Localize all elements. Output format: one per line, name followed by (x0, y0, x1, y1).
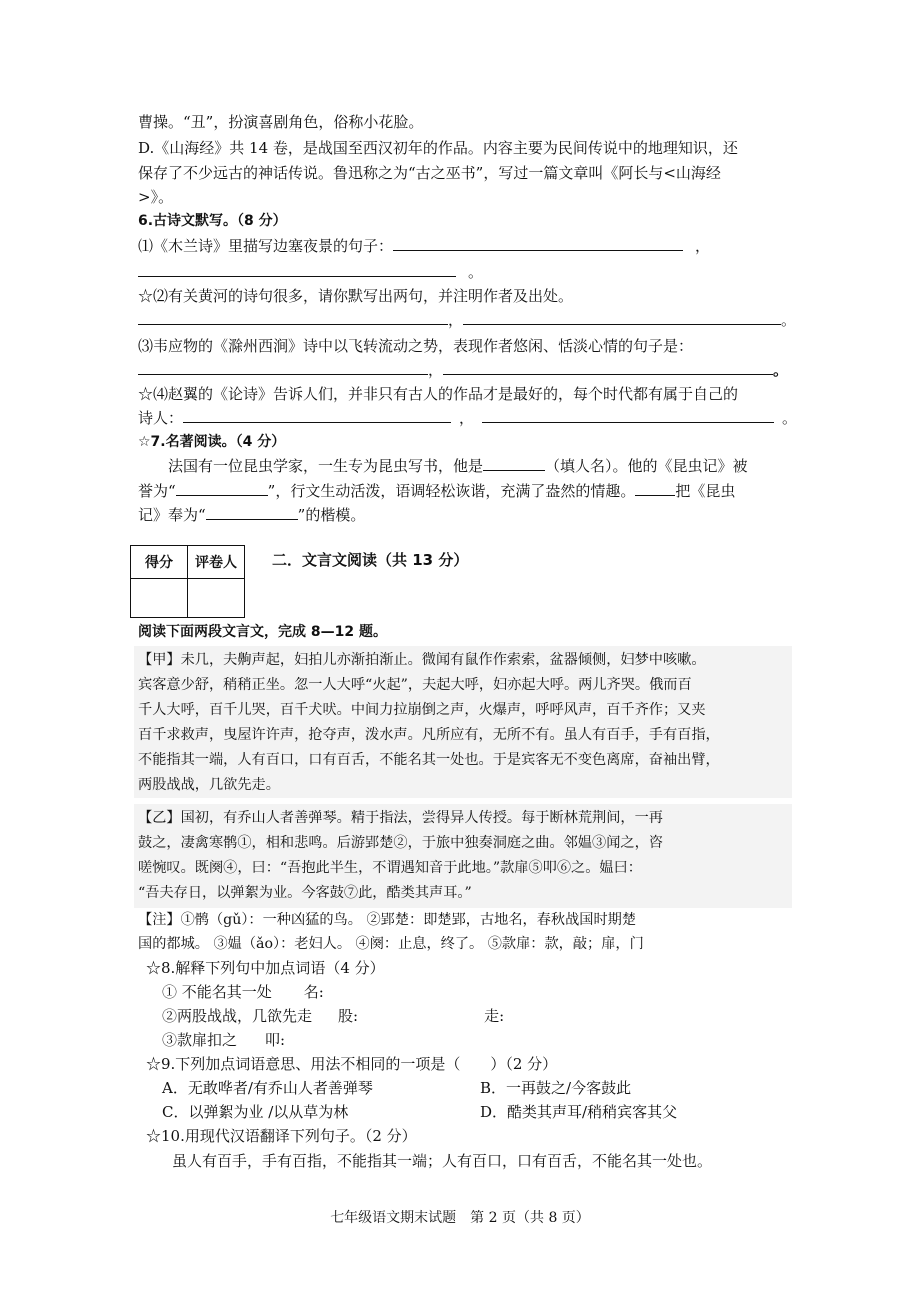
section2-title: 二．文言文阅读（共 13 分） (272, 551, 469, 569)
q6-2-blank-1[interactable] (138, 310, 448, 325)
q8-1-line (162, 982, 324, 1002)
q6-2-line (138, 310, 796, 330)
q6-4-blank-1[interactable] (183, 408, 451, 423)
grader-cell[interactable] (188, 579, 245, 618)
q6-3-prompt: ⑶韦应物的《滁州西涧》诗中以飞转流动之势，表现作者悠闲、恬淡心情的句子是： (138, 337, 694, 355)
option-d-line1: D.《山海经》共 14 卷，是战国至西汉初年的作品。内容主要为民间传说中的地理知识，还 (138, 139, 738, 157)
q8-2-word2: 走: (484, 1007, 505, 1025)
q7-blank-praise[interactable] (176, 481, 268, 496)
q6-4-prompt: ☆⑷赵翼的《论诗》告诉人们，并非只有古人的作品才是最好的，每个时代都有属于自己的 (138, 385, 739, 403)
q7-line3 (138, 505, 365, 525)
q6-3-blank-2[interactable] (443, 360, 773, 375)
q8-3-phrase: ③款扉扣之 (162, 1031, 238, 1049)
q6-2-prompt: ☆⑵有关黄河的诗句很多，请你默写出两句，并注明作者及出处。 (138, 287, 574, 305)
q6-1-blank-2[interactable] (138, 262, 456, 277)
passage-jia-line: 宾客意少舒，稍稍正坐。忽一人大呼“火起”，夫起大呼，妇亦起大呼。两儿齐哭。俄而百 (138, 677, 692, 693)
q6-1-period: 。 (468, 263, 484, 281)
passage-jia-line: 【甲】未几，夫齁声起，妇拍儿亦渐拍渐止。微闻有鼠作作索索，盆器倾侧，妇梦中咳嗽。 (138, 652, 706, 668)
q7-text-g: ”的楷模。 (297, 506, 366, 524)
grader-label: 评卷人 (188, 546, 245, 579)
passage-jia-line: 不能指其一端，人有百口，口有百舌，不能名其一处也。于是宾客无不变色离席，奋袖出臂， (138, 752, 720, 768)
option-c-tail: 曹操。“丑”，扮演喜剧角色，俗称小花脸。 (138, 113, 424, 131)
passage-yi-line: 鼓之，凄禽寒鹘①，相和悲鸣。后游郢楚②，于旅中独奏洞庭之曲。邻媪③闻之，咨 (138, 835, 663, 851)
q6-2-comma: ， (448, 311, 464, 329)
passage-yi-line: 嗟惋叹。既阕④，曰：“吾抱此半生，不谓遇知音于此地。”款扉⑤叩⑥之。媪曰： (138, 860, 642, 876)
q6-1-comma: ， (695, 237, 711, 255)
q7-blank-model[interactable] (206, 505, 298, 520)
reading-instruction: 阅读下面两段文言文，完成 8—12 题。 (138, 624, 387, 640)
option-d-line2: 保存了不少远古的神话传说。鲁迅称之为“古之巫书”，写过一篇文章叫《阿长与<山海经 (138, 164, 721, 182)
q6-4-period: 。 (782, 409, 798, 427)
q6-4-comma: ， (459, 409, 475, 427)
q7-text-a: 法国有一位昆虫学家，一生专为昆虫写书，他是 (168, 457, 484, 475)
q7-blank-name[interactable] (483, 456, 545, 471)
q6-3-period: 。 (773, 361, 789, 379)
passage-yi-line: “吾夫存日，以弹絮为业。今客鼓⑦此，酷类其声耳。” (138, 885, 472, 901)
q7-text-f: 记》奉为“ (138, 506, 206, 524)
q6-1-prompt: ⑴《木兰诗》里描写边塞夜景的句子： (138, 237, 394, 255)
page-footer: 七年级语文期末试题 第 2 页（共 8 页） (330, 1210, 590, 1226)
q9-option-b[interactable]: B．一再鼓之/今客鼓此 (480, 1079, 632, 1097)
q10-sentence: 虽人有百手，手有百指，不能指其一端；人有百口，口有百舌，不能名其一处也。 (172, 1152, 713, 1170)
passage-yi-line: 【乙】国初，有乔山人者善弹琴。精于指法，尝得异人传授。每于断林荒荆间，一再 (138, 810, 663, 826)
q8-1-word: 名: (303, 983, 324, 1001)
q8-2-phrase: ②两股战战，几欲先走 (162, 1007, 313, 1025)
q7-line1 (168, 456, 748, 476)
q7-text-d: ”，行文生动活泼，语调轻松诙谐，充满了盎然的情趣。 (267, 482, 636, 500)
q6-3-comma: ， (428, 361, 444, 379)
q10-title: ☆10.用现代汉语翻译下列句子。（2 分） (146, 1127, 417, 1145)
q8-2-word1: 股: (338, 1007, 359, 1025)
passage-jia-line: 百千求救声，曳屋许许声，抢夺声，泼水声。凡所应有，无所不有。虽人有百手，手有百指， (138, 727, 720, 743)
q8-2-line (162, 1006, 504, 1026)
q7-text-c: 誉为“ (138, 482, 176, 500)
score-label: 得分 (131, 546, 188, 579)
q6-3-blank-1[interactable] (138, 360, 428, 375)
score-cell[interactable] (131, 579, 188, 618)
q6-title: 6.古诗文默写。（8 分） (138, 213, 287, 229)
q9-title: ☆9.下列加点词语意思、用法不相同的一项是（ ）（2 分） (146, 1055, 558, 1073)
q6-2-period: 。 (781, 311, 797, 329)
q6-1-line2 (138, 262, 483, 282)
q7-title: ☆7.名著阅读。（4 分） (138, 434, 286, 450)
passage-jia-line: 两股战战，几欲先走。 (138, 777, 280, 793)
q8-3-word: 叩: (265, 1031, 286, 1049)
q9-option-a[interactable]: A．无敢哗者/有乔山人者善弹琴 (162, 1079, 373, 1097)
q6-4-blank-2[interactable] (482, 408, 774, 423)
q9-option-d[interactable]: D．酷类其声耳/稍稍宾客其父 (480, 1103, 678, 1121)
q6-1-blank-1[interactable] (393, 236, 683, 251)
q8-3-line (162, 1030, 285, 1050)
passage-jia-line: 千人大呼，百千儿哭，百千犬吠。中间力拉崩倒之声，火爆声，呼呼风声，百千齐作；又夹 (138, 702, 706, 718)
q7-line2 (138, 481, 735, 501)
q9-option-c[interactable]: C．以弹絮为业 /以从草为林 (162, 1103, 349, 1121)
notes-line: 国的都城。 ③媪（ǎo）：老妇人。 ④阕：止息，终了。 ⑤款扉：款，敲；扉，门 (138, 936, 644, 952)
q6-4-label: 诗人： (138, 409, 184, 427)
q6-2-blank-2[interactable] (463, 310, 781, 325)
q8-1-phrase: ① 不能名其一处 (162, 983, 272, 1001)
q7-text-b: （填人名）。他的《昆虫记》被 (545, 457, 748, 475)
q7-text-e: 把《昆虫 (675, 482, 736, 500)
option-d-line3: >》。 (138, 188, 174, 206)
q7-blank-who[interactable] (635, 481, 675, 496)
q6-3-line (138, 360, 788, 380)
q6-1-line (138, 236, 710, 256)
q8-title: ☆8.解释下列句中加点词语（4 分） (146, 959, 385, 977)
score-box (130, 545, 245, 618)
notes-line: 【注】①鹘（gǔ）：一种凶猛的鸟。 ②郢楚：即楚郢，古地名，春秋战国时期楚 (138, 912, 637, 928)
q6-4-line (138, 408, 797, 428)
